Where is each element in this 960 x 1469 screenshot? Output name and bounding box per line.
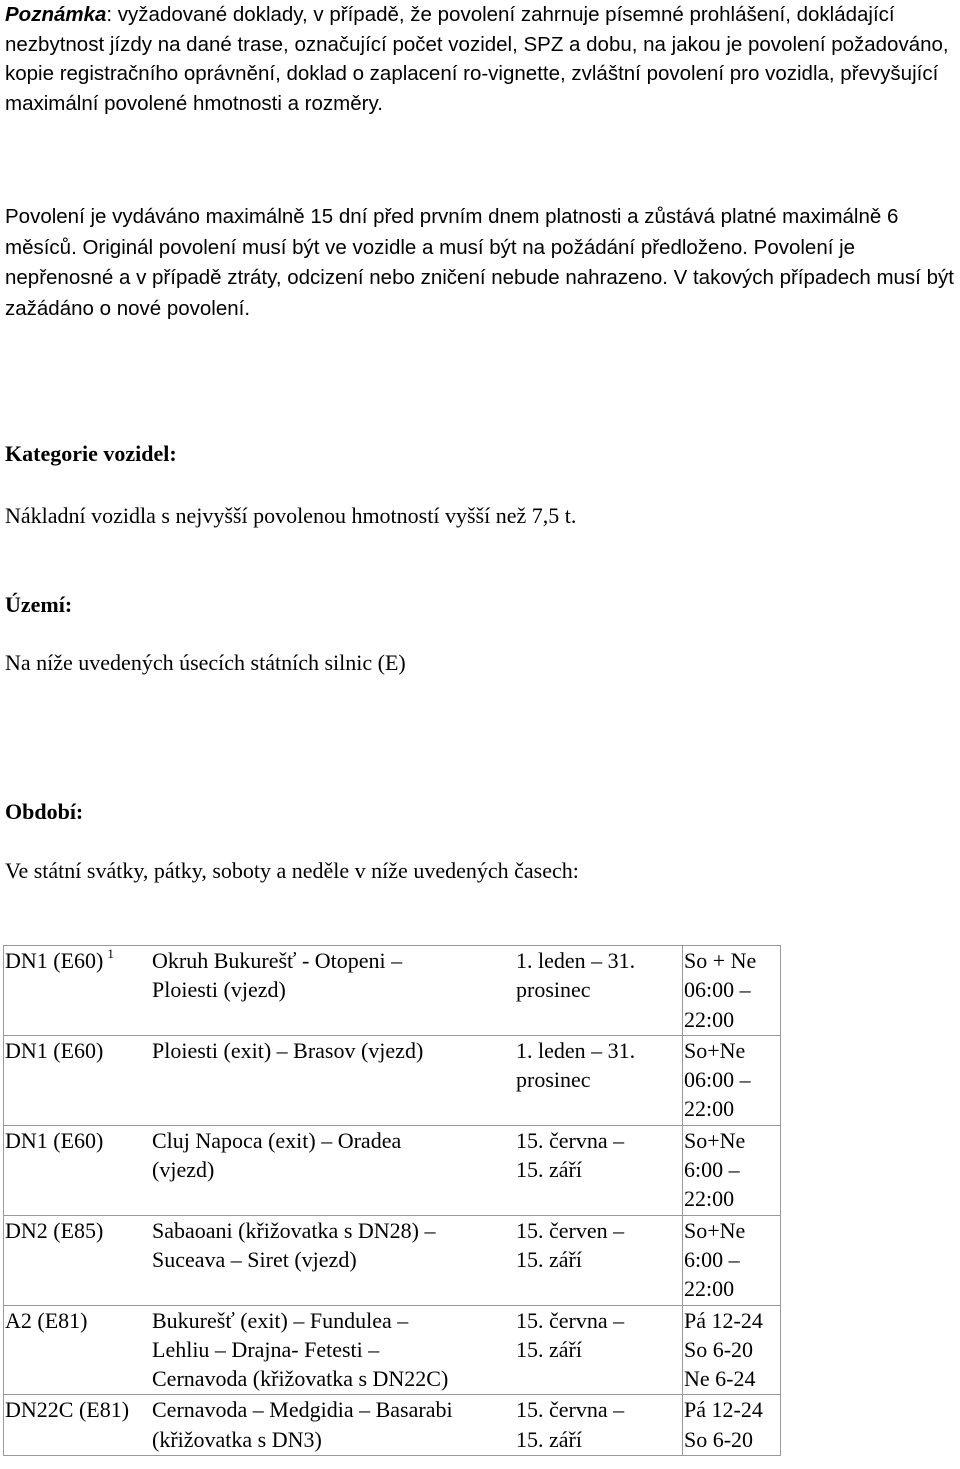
period-line: 15. června – [516,1127,625,1153]
section-line: Cluj Napoca (exit) – Oradea [152,1127,402,1153]
period-line: prosinec [516,1067,591,1093]
route-road [4,1305,152,1395]
times-line: 6:00 – [684,1246,740,1272]
route-period [515,1395,683,1456]
period-line: 15. září [516,1336,582,1362]
times-line: 06:00 – [684,977,751,1003]
route-section [151,1395,515,1456]
route-road [4,946,152,1036]
route-period [515,1215,683,1305]
section-line: Okruh Bukurešť - Otopeni – [152,948,403,973]
times-line: So + Ne [684,948,757,973]
route-times [683,1125,781,1215]
route-row [4,1035,781,1125]
road-label: DN22C (E81) [5,1397,130,1423]
route-section [151,1305,515,1395]
route-period [515,1125,683,1215]
route-row [4,1305,781,1395]
routes-table-body [4,946,781,1456]
note-text: : vyžadované doklady, v případě, že povolení zahrnuje písemné prohlášení, dokládající nezbytnost jízdy na dané trase, označující počet vozidel, SPZ a dobu, na jakou je povolení požadováno, kopie registračního oprávnění, doklad o zaplacení ro-vignette, zvláštní povolení pro vozidla, převyšující maximální povolené hmotnosti a rozměry. [5,3,949,115]
road-label: DN1 (E60) [5,1127,104,1153]
times-line: 22:00 [684,1096,735,1122]
route-row [4,1215,781,1305]
route-road [4,1125,152,1215]
section-line: Suceava – Siret (vjezd) [152,1246,357,1272]
category-text: Nákladní vozidla s nejvyšší povolenou hmotností vyšší než 7,5 t. [5,503,577,528]
route-row [4,1395,781,1456]
territory-text: Na níže uvedených úsecích státních silnic (E) [5,650,406,675]
section-line: Lehliu – Drajna- Fetesti – [152,1336,380,1362]
section-line: Bukurešť (exit) – Fundulea – [152,1307,409,1333]
road-label: A2 (E81) [5,1307,88,1333]
period-line: prosinec [516,977,591,1003]
section-line: Cernavoda – Medgidia – Basarabi [152,1397,453,1423]
period-line: 15. září [516,1426,582,1452]
validity-paragraph: Povolení je vydáváno maximálně 15 dní před prvním dnem platnosti a zůstává platné maximálně 6 měsíců. Originál povolení musí být ve vozidle a musí být na požádání předloženo. Povolení je nepřenosné a v případě ztráty, odcizení nebo zničení nebude nahrazeno. V takových případech musí být zažádáno o nové povolení. [5,205,954,320]
times-line: Pá 12-24 [684,1307,763,1333]
period-line: 15. června – [516,1307,625,1333]
route-road [4,1035,152,1125]
period-line: 1. leden – 31. [516,948,636,973]
times-line: 6:00 – [684,1157,740,1183]
period-line: 15. června – [516,1397,625,1423]
times-line: Ne 6-24 [684,1366,756,1392]
routes-table [3,945,781,1456]
route-period [515,1035,683,1125]
route-road [4,1395,152,1456]
road-label: DN1 (E60) [5,1037,104,1063]
route-period [515,1305,683,1395]
period-heading: Období: [5,799,84,824]
section-line: Ploiesti (vjezd) [152,977,286,1003]
route-times [683,1395,781,1456]
period-line: 15. září [516,1246,582,1272]
section-line: (křižovatka s DN3) [152,1426,322,1452]
times-line: 06:00 – [684,1067,751,1093]
times-line: 22:00 [684,1006,735,1032]
route-period [515,946,683,1036]
road-label: DN1 (E60) [5,948,104,973]
route-times [683,1215,781,1305]
route-row [4,1125,781,1215]
period-line: 1. leden – 31. [516,1037,636,1063]
route-row [4,946,781,1036]
route-section [151,1215,515,1305]
route-section [151,1125,515,1215]
route-times [683,1305,781,1395]
route-times [683,946,781,1036]
section-line: (vjezd) [152,1157,215,1183]
footnote-marker: 1 [107,946,114,961]
times-line: 22:00 [684,1186,735,1212]
times-line: Pá 12-24 [684,1397,763,1423]
note-paragraph [5,0,960,118]
times-line: 22:00 [684,1276,735,1302]
note-label: Poznámka [5,3,107,26]
road-label: DN2 (E85) [5,1217,104,1243]
period-line: 15. červen – [516,1217,625,1243]
times-line: So 6-20 [684,1426,754,1452]
category-heading: Kategorie vozidel: [5,441,177,466]
period-text: Ve státní svátky, pátky, soboty a neděle v níže uvedených časech: [5,858,579,883]
times-line: So+Ne [684,1127,746,1153]
territory-heading: Území: [5,592,73,617]
times-line: So+Ne [684,1037,746,1063]
section-line: Ploiesti (exit) – Brasov (vjezd) [152,1037,424,1063]
route-section [151,946,515,1036]
times-line: So 6-20 [684,1336,754,1362]
period-line: 15. září [516,1157,582,1183]
times-line: So+Ne [684,1217,746,1243]
route-road [4,1215,152,1305]
route-times [683,1035,781,1125]
route-section [151,1035,515,1125]
section-line: Sabaoani (křižovatka s DN28) – [152,1217,436,1243]
section-line: Cernavoda (křižovatka s DN22C) [152,1366,449,1392]
